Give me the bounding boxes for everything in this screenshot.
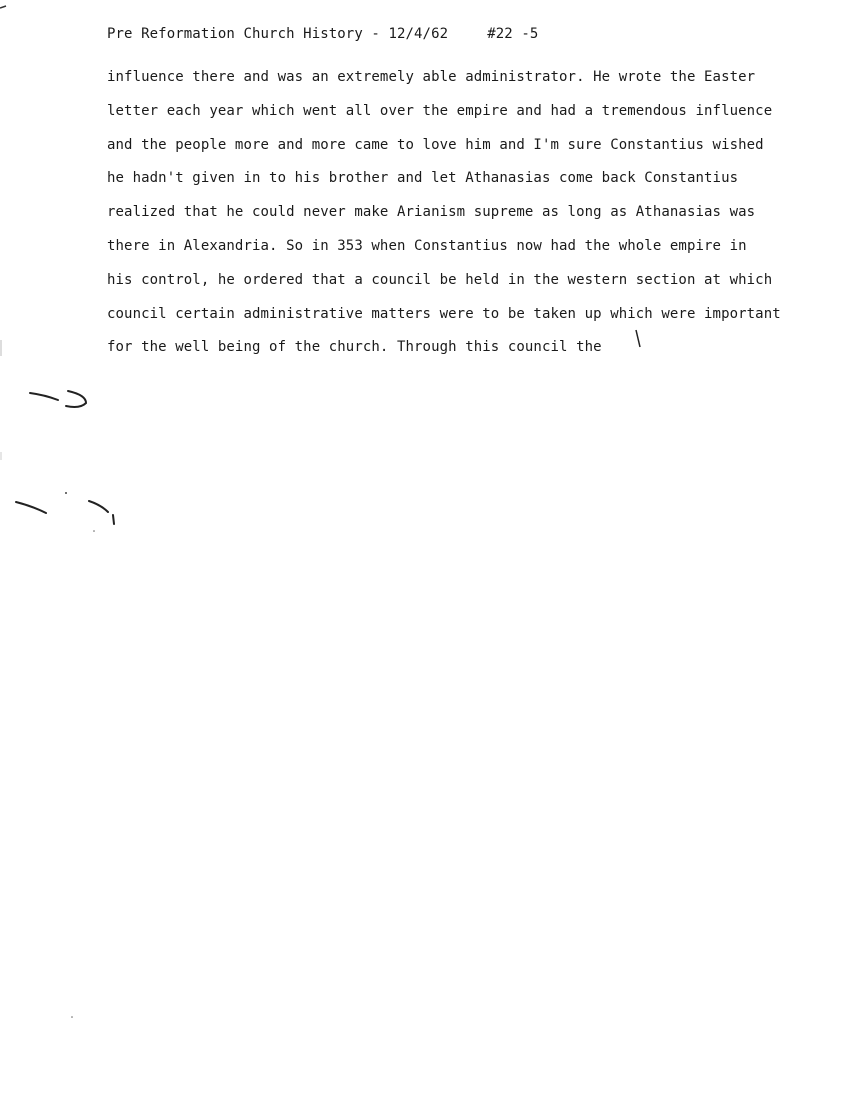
text-line: he hadn't given in to his brother and let Athanasias come back Constantius xyxy=(107,170,739,187)
text-line: and the people more and more came to love him and I'm sure Constantius wished xyxy=(107,136,764,153)
header-page-ref: #22 -5 xyxy=(487,26,539,42)
scan-smudge-lower xyxy=(16,501,114,524)
text-line: there in Alexandria. So in 353 when Constantius now had the whole empire in xyxy=(107,237,747,254)
text-line: letter each year which went all over the empire and had a tremendous influence xyxy=(107,102,773,119)
scan-dot xyxy=(93,530,95,532)
corner-scan-mark xyxy=(0,6,6,8)
text-line: his control, he ordered that a council be held in the western section at which xyxy=(107,271,773,288)
page-header xyxy=(107,26,538,42)
scan-smudge-upper xyxy=(30,391,86,407)
text-line: influence there and was an extremely able administrator. He wrote the Easter xyxy=(107,69,756,85)
text-line: realized that he could never make Arianism supreme as long as Athanasias was xyxy=(107,204,756,221)
body-text xyxy=(107,61,807,365)
text-line: for the well being of the church. Through this council the xyxy=(107,339,602,356)
header-title: Pre Reformation Church History - 12/4/62 xyxy=(107,26,449,42)
text-line: council certain administrative matters were to be taken up which were important xyxy=(107,305,781,322)
scan-dot xyxy=(71,1016,73,1018)
scan-dot xyxy=(65,492,67,494)
